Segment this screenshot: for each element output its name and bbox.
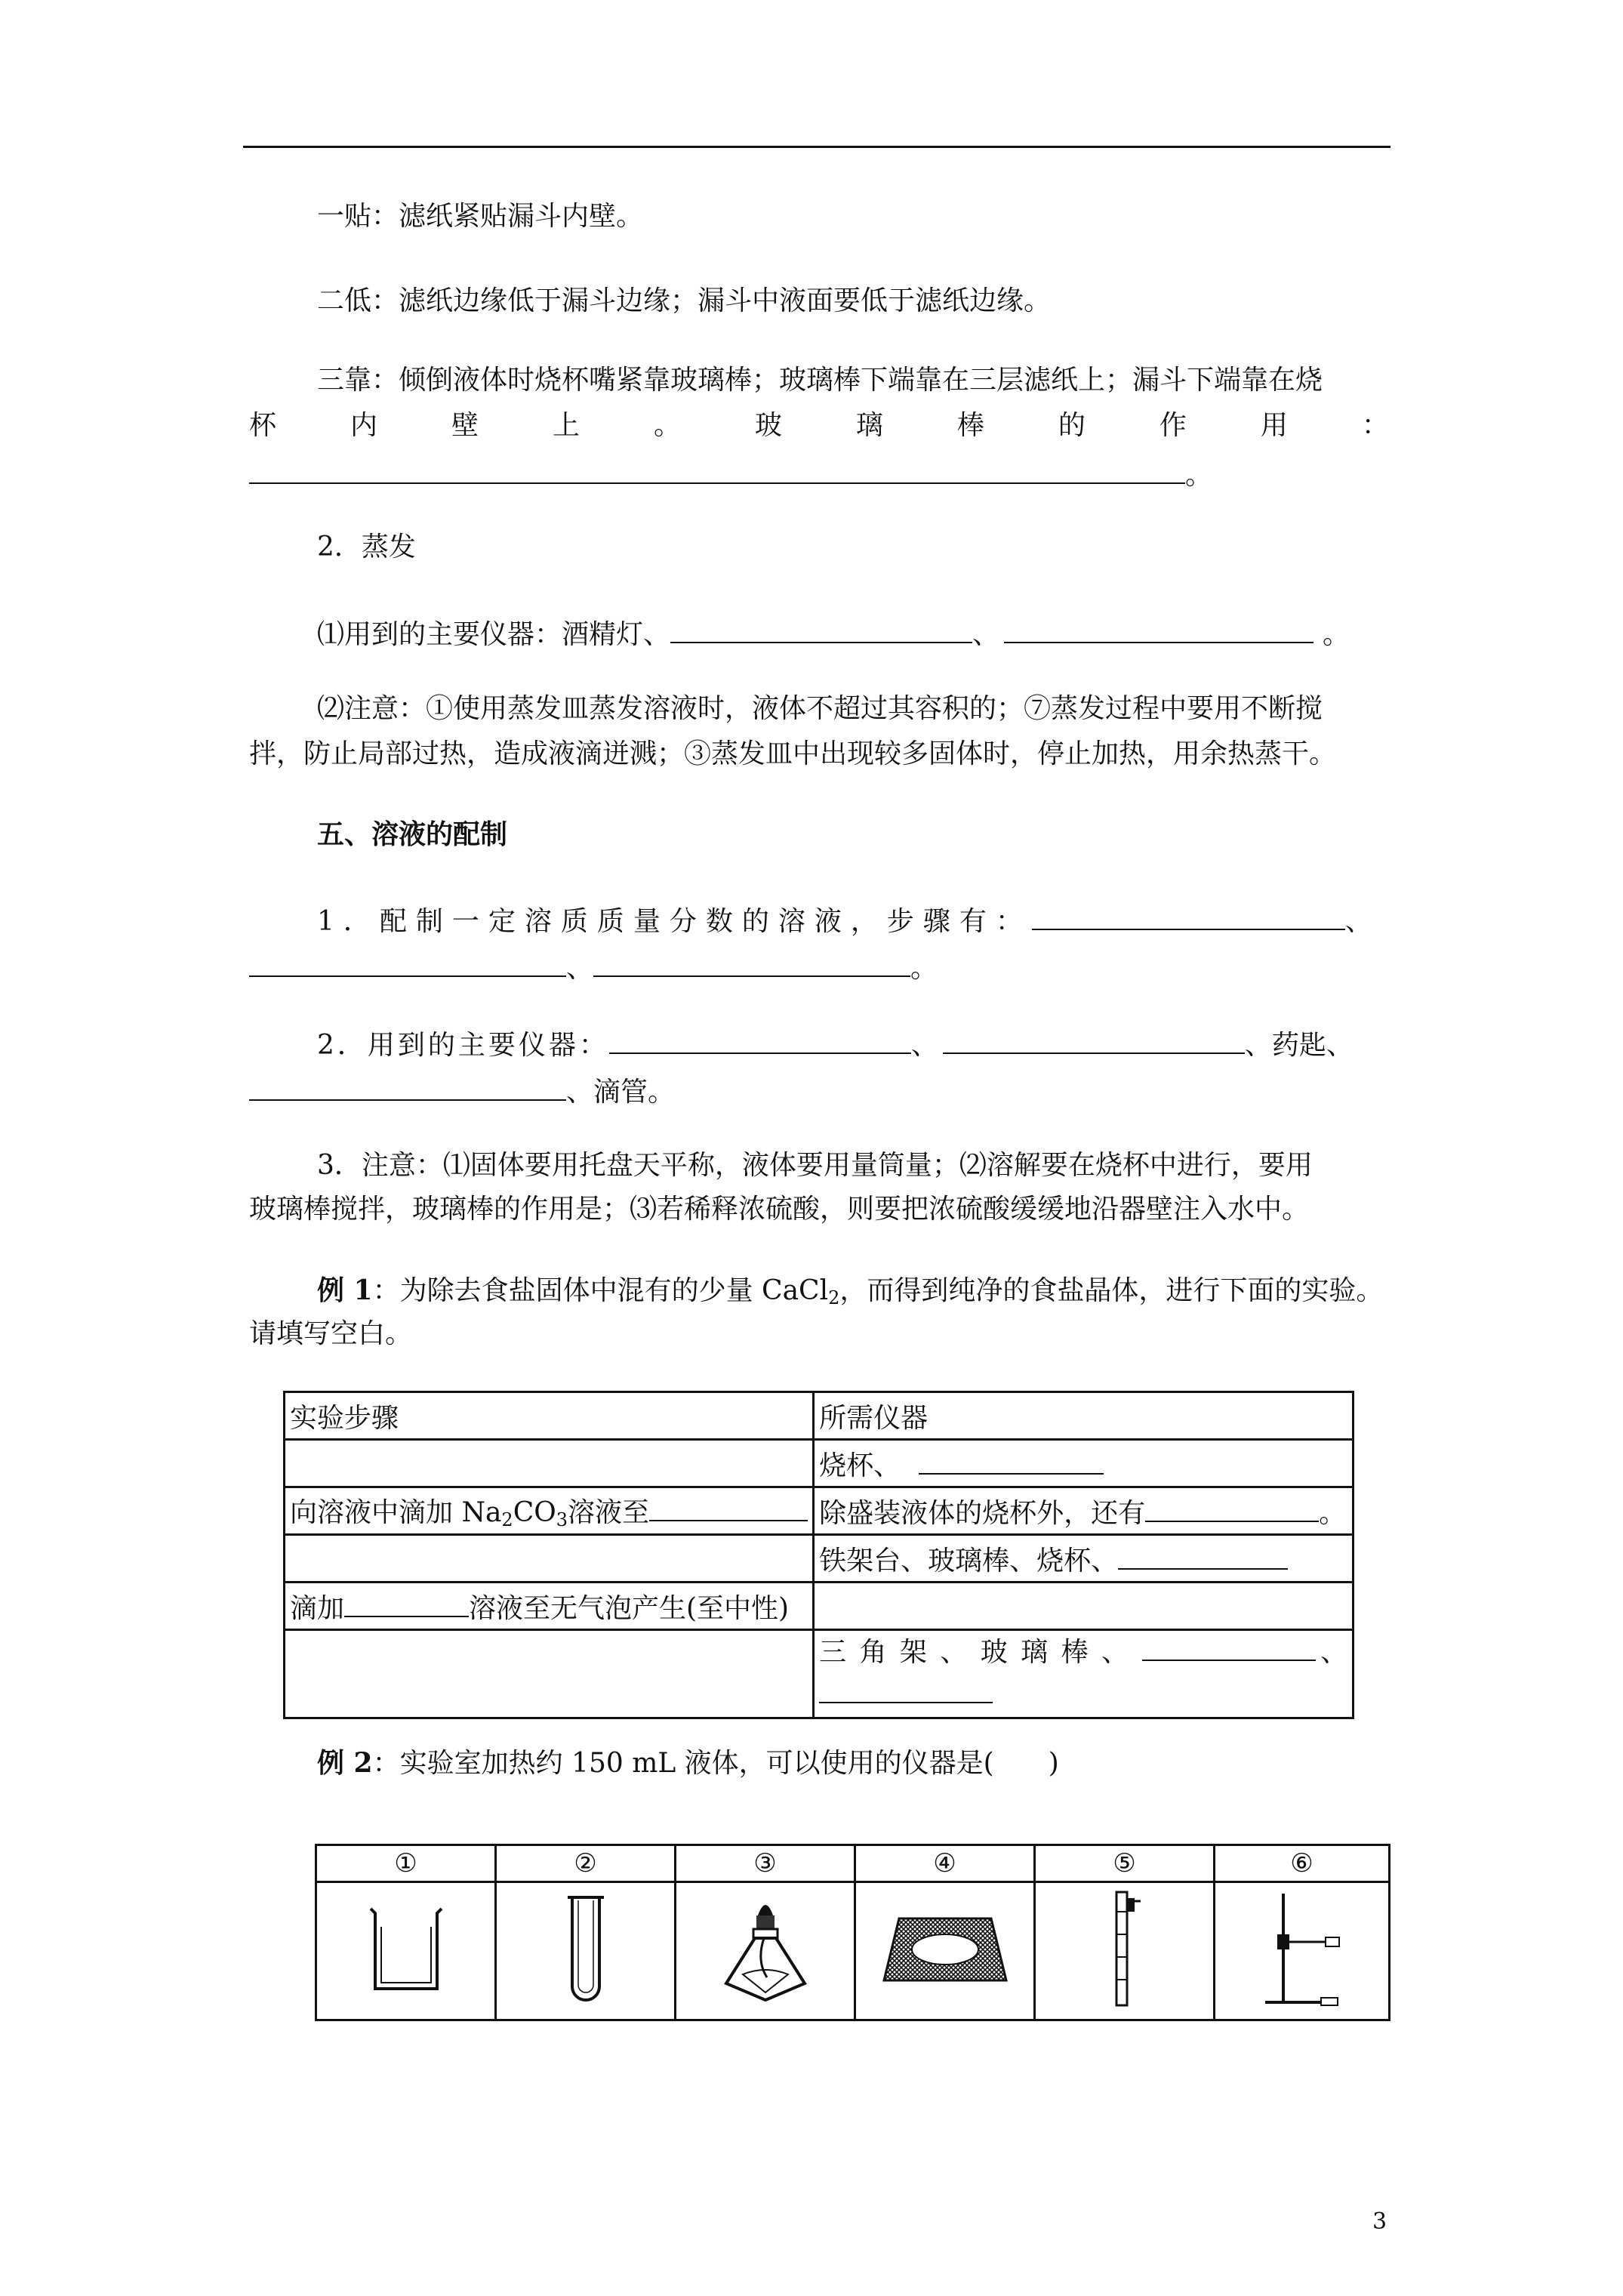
answer-blank[interactable] [919, 1447, 1104, 1475]
spread-char: 玻 [754, 410, 782, 441]
spread-char: 棒 [956, 410, 984, 441]
answer-blank[interactable] [943, 1021, 1245, 1054]
spread-char: 架 [899, 1637, 927, 1668]
evaporation-point-2: ⑵注意：①使用蒸发皿蒸发溶液时，液体不超过其容积的；⑦蒸发过程中要用不断搅 [317, 693, 1323, 724]
answer-blank[interactable] [819, 1676, 993, 1703]
beaker-cell [316, 1882, 496, 2020]
spread-char: 、 [1101, 1637, 1129, 1668]
preparation-step-3: 3．注意：⑴固体要用托盘天平称，液体要用量筒量；⑵溶解要在烧杯中进行，要用 [317, 1150, 1313, 1181]
evaporation-point-2-cont: 拌，防止局部过热，造成液滴迸溅；③蒸发皿中出现较多固体时，停止加热，用余热蒸干。 [249, 738, 1337, 769]
table-cell [814, 1630, 1354, 1718]
wire-gauze-cell [855, 1882, 1035, 2020]
spread-char: 三 [819, 1637, 847, 1668]
spread-line: 三 角 架 、 玻 璃 棒 、 、 [819, 1632, 1347, 1674]
answer-blank[interactable] [344, 1590, 469, 1617]
preparation-step-1: 1．配制一定溶质质量分数的溶液，步骤有： 、 [249, 897, 1457, 944]
table-row [316, 1882, 1390, 2020]
spread-char: 壁 [451, 410, 479, 441]
apparatus-number: ⑥ [1215, 1845, 1390, 1882]
apparatus-table [315, 1844, 1390, 2021]
answer-blank[interactable] [649, 1494, 808, 1521]
example-1: 例 1：为除去食盐固体中混有的少量 CaCl$_2$，而得到纯净的食盐晶体，进行下面的实验。 [317, 1274, 1384, 1308]
table-cell: 向溶液中滴加 $Na_2CO_3$溶液至 [285, 1487, 814, 1535]
apparatus-number: ④ [855, 1845, 1035, 1882]
table-header: 实验步骤 [285, 1392, 814, 1440]
spread-char: 的 [1058, 410, 1086, 441]
answer-blank[interactable] [249, 1068, 566, 1101]
spread-char: 玻 [980, 1637, 1008, 1668]
spread-char: 璃 [855, 410, 883, 441]
answer-blank[interactable] [670, 610, 972, 643]
answer-blank[interactable] [593, 944, 910, 977]
table-cell [285, 1535, 814, 1583]
table-cell [285, 1440, 814, 1487]
answer-blank[interactable] [1142, 1634, 1316, 1661]
evaporation-title: 2．蒸发 [317, 532, 416, 562]
test-tube-icon [563, 1893, 608, 2006]
answer-blank[interactable] [1004, 610, 1313, 643]
alcohol-lamp-cell [676, 1882, 855, 2020]
section-heading: 五、溶液的配制 [317, 818, 508, 850]
spread-char: 杯 [249, 410, 277, 441]
preparation-step-1-cont: 、 。 [249, 944, 1389, 991]
header-rule [243, 146, 1390, 148]
table-cell [285, 1630, 814, 1718]
table-row [316, 1845, 1390, 1882]
apparatus-number: ③ [676, 1845, 855, 1882]
experiment-table [283, 1391, 1354, 1719]
example-1-cont: 请填写空白。 [249, 1318, 413, 1349]
preparation-step-3-cont: 玻璃棒搅拌，玻璃棒的作用是；⑶若稀释浓硫酸，则要把浓硫酸缓缓地沿器壁注入水中。 [249, 1194, 1310, 1225]
table-row [285, 1392, 1354, 1440]
answer-blank[interactable] [1032, 897, 1345, 930]
answer-blank[interactable] [609, 1021, 911, 1054]
spread-char: 角 [859, 1637, 887, 1668]
answer-blank[interactable] [1145, 1495, 1319, 1522]
preparation-step-2: 2．用到的主要仪器： 、 、药匙、 [249, 1021, 1457, 1068]
spread-char: 棒 [1061, 1637, 1089, 1668]
spread-char: 。 [653, 410, 681, 441]
table-cell [814, 1583, 1354, 1630]
table-cell: 除盛装液体的烧杯外，还有 。 [814, 1487, 1354, 1535]
beaker-icon [365, 1904, 448, 1995]
burette-icon [1106, 1889, 1144, 2010]
wire-gauze-icon [881, 1915, 1009, 1983]
spread-char: 用 [1260, 410, 1288, 441]
alcohol-lamp-icon [720, 1893, 811, 2006]
table-row [285, 1487, 1354, 1535]
spread-line [249, 404, 1389, 448]
burette-cell [1035, 1882, 1215, 2020]
answer-blank[interactable] [249, 451, 1185, 484]
page-number: 3 [1372, 2208, 1387, 2235]
test-tube-cell [496, 1882, 676, 2020]
apparatus-number: ⑤ [1035, 1845, 1215, 1882]
answer-blank[interactable] [1118, 1542, 1288, 1570]
spread-char: 上 [552, 410, 580, 441]
filter-rule-3-cont [249, 404, 1389, 448]
table-row [285, 1630, 1354, 1718]
answer-blank[interactable] [249, 944, 566, 977]
apparatus-number: ② [496, 1845, 676, 1882]
example-2: 例 2：实验室加热约 150 mL 液体，可以使用的仪器是( ) [317, 1747, 1059, 1779]
cell-line [819, 1674, 1347, 1716]
table-header: 所需仪器 [814, 1392, 1354, 1440]
table-row [285, 1583, 1354, 1630]
table-row [285, 1440, 1354, 1487]
apparatus-number: ① [316, 1845, 496, 1882]
table-row [285, 1535, 1354, 1583]
spread-char: 璃 [1021, 1637, 1049, 1668]
spread-words [819, 1632, 1129, 1674]
filter-rule-2: 二低：滤纸边缘低于漏斗边缘；漏斗中液面要低于滤纸边缘。 [317, 285, 1052, 316]
spread-char: 内 [350, 410, 377, 441]
filter-rule-1: 一贴：滤纸紧贴漏斗内壁。 [317, 201, 644, 232]
evaporation-point-1: ⑴用到的主要仪器：酒精灯、 、 。 [249, 610, 1457, 657]
table-cell: 滴加 溶液至无气泡产生(至中性) [285, 1583, 814, 1630]
filter-rule-3: 三靠：倾倒液体时烧杯嘴紧靠玻璃棒；玻璃棒下端靠在三层滤纸上；漏斗下端靠在烧 [317, 365, 1323, 396]
table-cell: 铁架台、玻璃棒、烧杯、 [814, 1535, 1354, 1583]
table-cell: 烧杯、 [814, 1440, 1354, 1487]
preparation-step-2-cont: 、滴管。 [249, 1068, 1389, 1114]
filter-rule-3-blank-line: 。 [249, 451, 1389, 498]
iron-stand-icon [1261, 1889, 1344, 2010]
spread-char: 作 [1159, 410, 1187, 441]
spread-char: 、 [940, 1637, 968, 1668]
iron-stand-cell [1215, 1882, 1390, 2020]
spread-char: ： [1361, 410, 1389, 441]
